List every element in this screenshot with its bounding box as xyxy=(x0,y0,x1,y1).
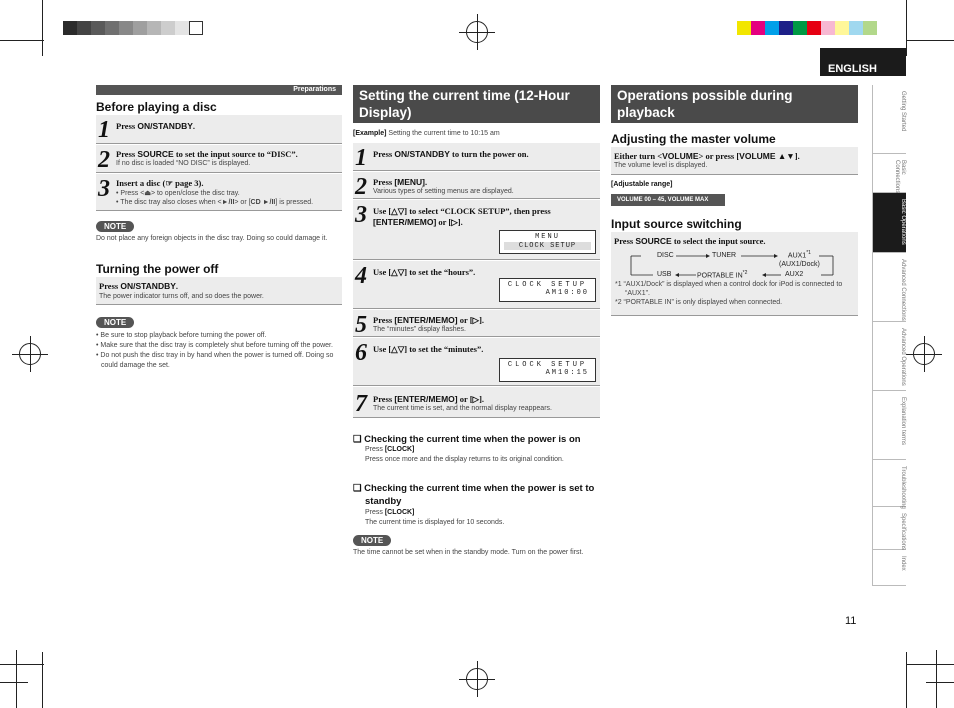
side-tab[interactable]: Index xyxy=(872,550,906,586)
step-number: 1 xyxy=(355,145,367,171)
gray-swatch xyxy=(91,21,105,35)
step-number: 7 xyxy=(355,391,367,417)
flow-aux2: AUX2 xyxy=(785,271,804,278)
check-instruction: Press [CLOCK] xyxy=(365,509,415,516)
color-swatch xyxy=(863,21,877,35)
play-pause-icon: ►/II xyxy=(221,199,235,206)
lcd-display xyxy=(499,358,596,382)
adjustable-range-label: [Adjustable range] xyxy=(611,181,673,188)
input-source-panel xyxy=(611,232,858,316)
page-number: 11 xyxy=(845,615,857,627)
registration-mark xyxy=(19,343,41,365)
step-text: Press SOURCE to select the input source. xyxy=(614,236,766,246)
footnotes xyxy=(615,280,855,307)
step-number: 3 xyxy=(355,202,367,228)
step-number: 6 xyxy=(355,340,367,366)
registration-mark xyxy=(466,21,488,43)
flow-usb: USB xyxy=(657,271,672,278)
time-step-4 xyxy=(353,261,600,309)
crop-mark xyxy=(42,652,43,708)
note-badge: NOTE xyxy=(96,317,134,328)
step-bullet: • Press <⏏> to open/close the disc tray. xyxy=(116,190,240,197)
section-label: Preparations xyxy=(96,85,342,95)
gray-swatch xyxy=(175,21,189,35)
gray-swatch xyxy=(77,21,91,35)
note-badge: NOTE xyxy=(96,221,134,232)
step-number: 4 xyxy=(355,263,367,289)
step-text: Use [△▽] to set the “minutes”. xyxy=(373,344,484,354)
crop-mark xyxy=(936,650,937,708)
color-swatch xyxy=(779,21,793,35)
flow-aux1: AUX1$^{*1}$ (AUX1/Dock) xyxy=(779,250,820,269)
gray-swatch xyxy=(147,21,161,35)
lcd-line: CLOCK SETUP xyxy=(507,281,588,289)
checkbox-icon: ❑ xyxy=(353,483,365,494)
note-list xyxy=(96,331,344,371)
crop-mark xyxy=(16,650,17,708)
section-heading-input: Input source switching xyxy=(611,217,858,233)
check-instruction: Press [CLOCK] xyxy=(365,446,415,453)
flow-portable-in: PORTABLE IN$^{*2}$ xyxy=(697,270,748,280)
flow-tuner: TUNER xyxy=(712,252,737,259)
color-swatch xyxy=(835,21,849,35)
language-label: ENGLISH xyxy=(820,48,906,76)
step-number: 5 xyxy=(355,312,367,338)
gray-swatch xyxy=(105,21,119,35)
step-subtext: The power indicator turns off, and so does the power. xyxy=(99,293,264,300)
step-number: 3 xyxy=(98,176,110,202)
color-calibration-bar xyxy=(737,21,877,35)
step-number: 1 xyxy=(98,117,110,143)
step-text: Press ON/STANDBY to turn the power on. xyxy=(373,149,529,159)
check-time-power-on xyxy=(353,434,603,465)
time-step-7 xyxy=(353,387,600,418)
step-subtext: If no disc is loaded “NO DISC” is displayed. xyxy=(116,160,251,167)
section-banner-operations: Operations possible during playback xyxy=(611,85,858,123)
power-off-step xyxy=(96,277,342,305)
section-banner-current-time: Setting the current time (12-Hour Display) xyxy=(353,85,600,123)
crop-mark xyxy=(906,652,907,708)
crop-mark xyxy=(926,682,954,683)
check-desc: The current time is displayed for 10 seconds. xyxy=(365,519,505,526)
step-subtext: The “minutes” display flashes. xyxy=(373,326,466,333)
step-text: Press SOURCE to set the input source to “DISC”. xyxy=(116,149,298,159)
step-text: Insert a disc (☞ page 3). xyxy=(116,178,204,188)
lcd-display xyxy=(499,278,596,302)
check-time-standby xyxy=(353,482,603,528)
color-swatch xyxy=(807,21,821,35)
side-tab[interactable]: Troubleshooting xyxy=(872,460,906,507)
side-tab[interactable]: Specifications xyxy=(872,507,906,550)
step-text: Press [ENTER/MEMO] or [▷]. xyxy=(373,394,485,404)
step-text: Use [△▽] to select “CLOCK SETUP”, then press [ENTER/MEMO] or [▷]. xyxy=(373,206,551,227)
step-text: Press ON/STANDBY. xyxy=(116,121,196,131)
lcd-line: CLOCK SETUP xyxy=(504,242,591,250)
lcd-line: MENU xyxy=(535,233,560,241)
example-line: [Example] Setting the current time to 10:15 am xyxy=(353,130,500,137)
note-text: Do not place any foreign objects in the disc tray. Doing so could damage it. xyxy=(96,235,328,242)
color-swatch xyxy=(765,21,779,35)
crop-mark xyxy=(0,664,44,665)
color-swatch xyxy=(737,21,751,35)
section-heading-volume: Adjusting the master volume xyxy=(611,132,858,148)
time-step-5 xyxy=(353,310,600,337)
section-heading-power-off: Turning the power off xyxy=(96,262,342,278)
step-text: Press ON/STANDBY. xyxy=(99,281,179,291)
gray-swatch xyxy=(133,21,147,35)
gray-swatch xyxy=(161,21,175,35)
step-text: Press [MENU]. xyxy=(373,177,428,187)
side-tab[interactable]: Advanced Operations xyxy=(872,322,906,391)
note-item: • Make sure that the disc tray is completely shut before turning off the power. xyxy=(96,342,333,349)
footnote: *1 “AUX1/Dock” is displayed when a control dock for iPod is connected to “AUX1”. xyxy=(615,281,843,297)
step-1 xyxy=(96,115,342,144)
volume-step xyxy=(611,147,858,175)
time-step-2 xyxy=(353,172,600,199)
step-subtext: Various types of setting menus are displayed. xyxy=(373,188,514,195)
side-tab[interactable]: Basic Connections xyxy=(872,154,906,193)
gray-swatch xyxy=(63,21,77,35)
crop-mark xyxy=(906,40,954,41)
registration-mark xyxy=(913,343,935,365)
step-subtext: The current time is set, and the normal display reappears. xyxy=(373,405,552,412)
note-text: The time cannot be set when in the standby mode. Turn on the power first. xyxy=(353,549,584,556)
step-number: 2 xyxy=(355,174,367,200)
crop-mark xyxy=(906,0,907,56)
note-item: • Be sure to stop playback before turning the power off. xyxy=(96,332,267,339)
step-number: 2 xyxy=(98,147,110,173)
step-subtext: The volume level is displayed. xyxy=(614,162,708,169)
section-heading-before-playing: Before playing a disc xyxy=(96,100,342,116)
lcd-line: CLOCK SETUP xyxy=(507,361,588,369)
crop-mark xyxy=(42,0,43,56)
flow-disc: DISC xyxy=(657,252,674,259)
check-heading: ❑ Checking the current time when the power is on xyxy=(353,434,581,445)
side-tab[interactable]: Basic Operations xyxy=(872,193,906,253)
time-step-1 xyxy=(353,143,600,171)
lcd-display xyxy=(499,230,596,254)
gray-swatch xyxy=(189,21,203,35)
crop-mark xyxy=(0,40,44,41)
color-swatch xyxy=(821,21,835,35)
color-swatch xyxy=(751,21,765,35)
eject-icon: ⏏ xyxy=(144,190,151,197)
side-tab[interactable]: Explanation terms xyxy=(872,391,906,460)
adjustable-range-value: VOLUME 00 – 45, VOLUME MAX xyxy=(611,194,725,206)
step-text: Use [△▽] to set the “hours”. xyxy=(373,267,476,277)
side-tab[interactable]: Getting Started xyxy=(872,85,906,154)
crop-mark xyxy=(0,682,28,683)
footnote: *2 “PORTABLE IN” is only displayed when connected. xyxy=(615,299,783,306)
step-text: Press [ENTER/MEMO] or [▷]. xyxy=(373,315,485,325)
color-swatch xyxy=(849,21,863,35)
step-3 xyxy=(96,174,342,211)
note-item: • Do not push the disc tray in by hand when the power is turned off. Doing so could damage the set. xyxy=(96,352,334,369)
note-badge: NOTE xyxy=(353,535,391,546)
check-heading: ❑ Checking the current time when the power is set to standby xyxy=(353,483,595,507)
reference-icon: ☞ xyxy=(165,178,173,188)
side-tab[interactable]: Advanced Connections xyxy=(872,253,906,322)
checkbox-icon: ❑ xyxy=(353,434,365,445)
color-swatch xyxy=(793,21,807,35)
check-desc: Press once more and the display returns to its original condition. xyxy=(365,456,564,463)
step-bullet: • The disc tray also closes when <►/II> or [CD ►/II] is pressed. xyxy=(116,199,314,206)
lcd-line: AM10:15 xyxy=(545,369,589,377)
step-text: Either turn <VOLUME> or press [VOLUME ▲▼]. xyxy=(614,151,800,161)
gray-swatch xyxy=(119,21,133,35)
registration-mark xyxy=(466,668,488,690)
crop-mark xyxy=(906,664,954,665)
step-2 xyxy=(96,145,342,173)
gray-scale-bar xyxy=(63,21,203,35)
time-step-3 xyxy=(353,200,600,260)
lcd-line: AM10:00 xyxy=(545,289,589,297)
time-step-6 xyxy=(353,338,600,386)
